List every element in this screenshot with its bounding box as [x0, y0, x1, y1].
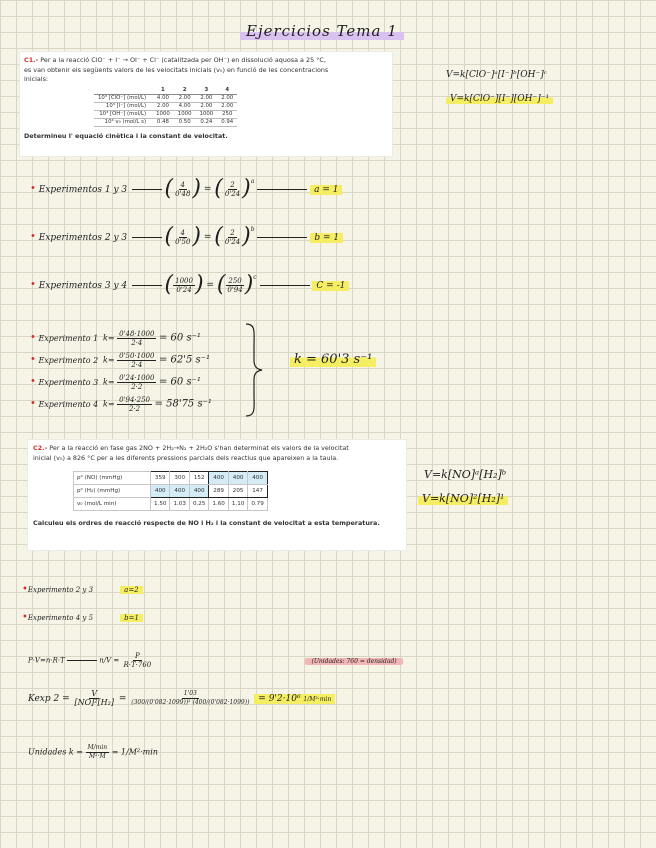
order-result: b = 1 [310, 233, 343, 243]
problem-c2-text-2: inicial (v₀) a 826 °C per a les diferents pressions parcials dels reactius que apareixen a la taula. [33, 453, 339, 462]
order-result: b=1 [120, 614, 143, 622]
k-final-result: k = 60'3 s⁻¹ [290, 352, 376, 367]
rate-law-general: V=k[ClO⁻]ᵃ[I⁻]ᵇ[OH⁻]ᶜ [446, 70, 547, 80]
k-calc-row: • Experimento 2 k= $\frac{0'50\cdot 1000}{2\cdot 4}$ = 62'5 s⁻¹ [30, 352, 210, 369]
problem-c1-text-2: es van obtenir els següents valors de les velocitats inicials (v₀) en funció de les concentracions [24, 65, 329, 74]
table-row: 10³ [I⁻] (mol/L) 2.00 4.00 2.00 2.00 [94, 102, 237, 110]
problem-c1-lead: C1.- [24, 56, 39, 64]
order-result: a = 1 [310, 185, 342, 195]
table-row: p⁰ (NO) (mmHg) 359 300 152 400 400 400 [74, 472, 268, 485]
ideal-gas-row: P·V=n·R·T n/V = $\frac{P}{R\cdot T\cdot 760}$ (Unidades: 760 = densidad) [28, 652, 448, 669]
order-row-1: • Experimentos 1 y 3 ( $\frac{4}{0'48}$ ) = ( $\frac{2}{0'24}$ )$^a$ a = 1 [30, 178, 430, 200]
problem-c1-text-3: inicials: [24, 75, 49, 83]
units-k-row: Unidades k = $\frac{M/\min}{\text{M²·M}}$ = 1/M²·min [28, 744, 158, 760]
table-col-header: 4 [217, 87, 237, 95]
c2-order-row-1: •Experimento 2 y 3 a=2 [22, 584, 143, 595]
problem-c2-question: Calculeu els ordres de reacció respecte de NO i H₂ i la constant de velocitat a esta temperatura. [33, 519, 380, 527]
rate-law-2-final: V=k[NO]²[H₂]¹ [418, 492, 508, 505]
order-result: C = -1 [312, 281, 349, 291]
table-row: p⁰ (H₂) (mmHg) 400 400 400 289 205 147 [74, 485, 268, 498]
k-calc-row: • Experimento 3 k= $\frac{0'24\cdot 1000}{2\cdot 2}$ = 60 s⁻¹ [30, 374, 201, 391]
problem-c1-table [94, 87, 237, 127]
table-col-header: 1 [152, 87, 174, 95]
brace-icon [242, 322, 264, 418]
kexp2-row: Kexp 2 = $\frac{V}{\text{[NO]²[H₂]}}$ = $\frac{1'03}{\text{(300/(0'082·1099))² (400/(0'082·1099))}}$ = 9'2·10⁶ 1/M²·min [28, 690, 388, 707]
k-calc-row: • Experimento 1 k= $\frac{0'48\cdot 1000}{2\cdot 4}$ = 60 s⁻¹ [30, 330, 201, 347]
bullet: • [30, 231, 36, 243]
table-row: 10³ [OH⁻] (mol/L) 1000 1000 1000 250 [94, 110, 237, 118]
bullet: • [30, 183, 36, 195]
rate-law-2-general: V=k[NO]ᵃ[H₂]ᵇ [424, 468, 507, 481]
table-row: v₀ (mol/L min) 1.50 1.03 0.25 1.60 1.10 0.79 [74, 498, 268, 511]
table-row: 10³ [ClO⁻] (mol/L) 4.00 2.00 2.00 2.00 [94, 94, 237, 102]
problem-c2-table [73, 471, 268, 511]
units-note: (Unidades: 760 = densidad) [305, 658, 402, 665]
problem-c2-text-1: C2.- Per a la reacció en fase gas 2NO + 2H₂→N₂ + 2H₂O s'han determinat els valors de la velocitat [33, 444, 349, 452]
table-col-header: 3 [196, 87, 218, 95]
bullet: • [30, 279, 36, 291]
order-result: a=2 [120, 586, 143, 594]
k-calc-list [30, 330, 260, 418]
table-col-header: 2 [174, 87, 196, 95]
page-title: Ejercicios Tema 1 [240, 22, 404, 40]
order-row-2: • Experimentos 2 y 3 ( $\frac{4}{0'50}$ ) = ( $\frac{2}{0'24}$ )$^b$ b = 1 [30, 226, 430, 248]
problem-c2-card [28, 440, 406, 550]
problem-c1-text-1: C1.- Per a la reacció ClO⁻ + I⁻ → OI⁻ + Cl⁻ (catalitzada per OH⁻) en dissolució aquosa a 25 °C, [24, 56, 326, 64]
c2-order-row-2: •Experimento 4 y 5 b=1 [22, 612, 143, 623]
order-row-3: • Experimentos 3 y 4 ( $\frac{1000}{0'24}$ ) = ( $\frac{250}{0'94}$ )$^c$ C = -1 [30, 274, 430, 296]
rate-law-final: V=k[ClO⁻][I⁻][OH⁻]⁻¹ [446, 94, 553, 104]
k-calc-row: • Experimento 4 k= $\frac{0'94\cdot 250}{2\cdot 2}$ = 58'75 s⁻¹ [30, 396, 212, 413]
problem-c1-question: Determineu l' equació cinètica i la constant de velocitat. [24, 131, 228, 140]
kexp2-result: = 9'2·10⁶ 1/M²·min [254, 694, 335, 704]
problem-c1-card [20, 52, 392, 156]
problem-c2-lead: C2.- [33, 444, 48, 452]
table-row: 10⁴ v₀ (mol/L s) 0.48 0.50 0.24 0.94 [94, 118, 237, 126]
